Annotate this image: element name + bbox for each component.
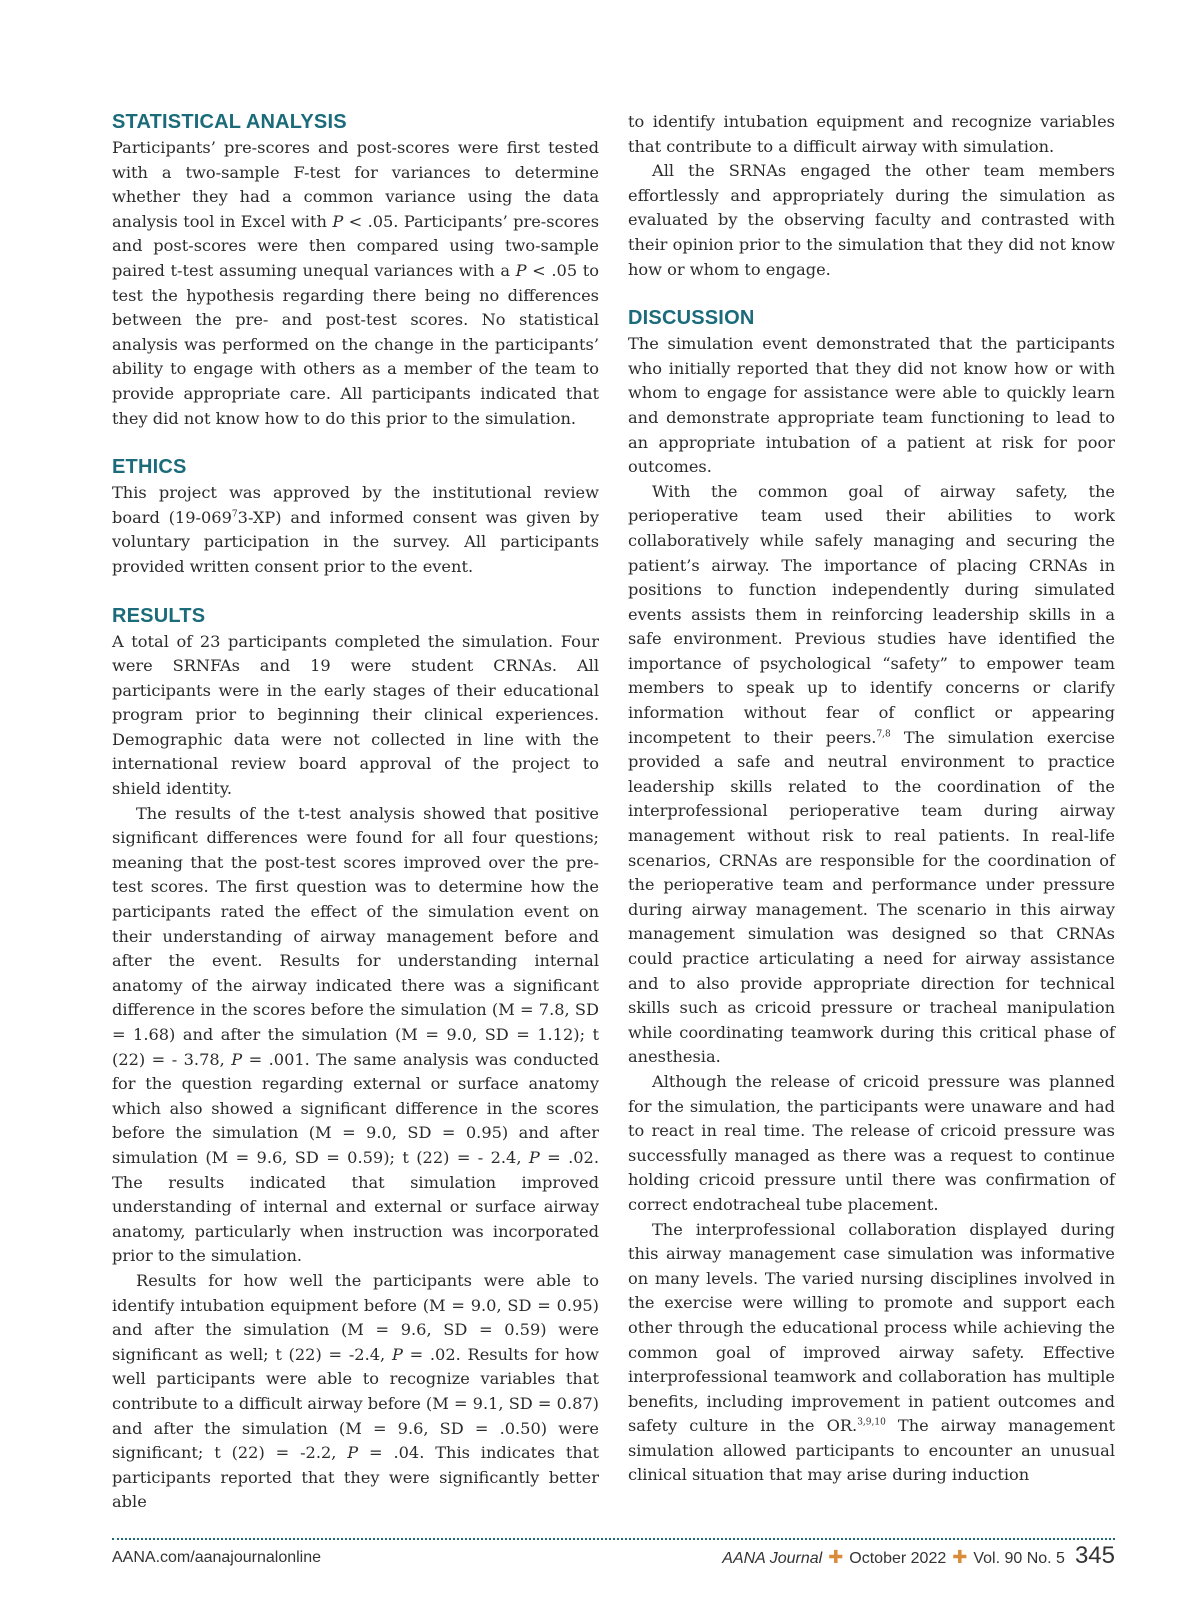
paragraph-discussion-2 [628, 480, 1115, 1070]
footer-website[interactable]: AANA.com/aanajournalonline [112, 1549, 322, 1566]
italic-p: P [332, 211, 344, 231]
section-heading-discussion: DISCUSSION [628, 307, 755, 330]
text-run: Results for how well the participants were able to identify intubation equipment before (M = 9.0, SD = 0.95) and after the simulation (M = 9.6, SD = 0.59) were significant as well; t (22) = -2.4, [112, 1270, 599, 1364]
text-run: 3-XP) and informed consent was given by voluntary participation in the survey. All participants provided written consent prior to the event. [112, 507, 599, 576]
paragraph-results-4: All the SRNAs engaged the other team members effortlessly and appropriately during the simulation as evaluated by the observing faculty and contrasted with their opinion prior to the simulation that they did not know how or whom to engage. [628, 161, 1115, 279]
text-run: The interprofessional collaboration displayed during this airway management case simulation was informative on many levels. The varied nursing disciplines involved in the exercise were willing to promote and support each other through the educational process while achieving the common goal of improved airway safety. Effective interprofessional teamwork and collaboration has multiple benefits, including improvement in patient outcomes and safety culture in the OR. [628, 1219, 1115, 1436]
citation-superscript: 3,9,10 [857, 1417, 886, 1428]
italic-p: P [528, 1147, 540, 1167]
section-heading-statistical-analysis: STATISTICAL ANALYSIS [112, 111, 347, 133]
left-column [112, 110, 599, 1515]
journal-name: AANA Journal [722, 1550, 823, 1567]
paragraph-discussion-3: Although the release of cricoid pressure was planned for the simulation, the participants were unaware and had to react in real time. The release of cricoid pressure was successfully managed as there was a request to continue holding cricoid pressure until there was confirmation of correct endotracheal tube placement. [628, 1071, 1115, 1214]
paragraph-ethics [112, 481, 599, 579]
text-run: This project was approved by the institutional review board (19-069 [112, 483, 599, 527]
text-run: = .02. The results indicated that simulation improved understanding of internal and external or surface airway anatomy, particularly when instruction was incorporated prior to the simulation. [112, 1147, 599, 1266]
text-run: < .05. Participants’ pre-scores and post-scores were then compared using two-sample paired t-test assuming unequal variances with a [112, 211, 600, 280]
text-run: With the common goal of airway safety, the perioperative team used their abilities to work collaboratively while safely managing and securing the patient’s airway. The importance of placing CRNAs in positions to function independently during simulated events assists them in reinforcing leadership skills in a safe environment. Previous studies have identified the importance of psychological “safety” to empower team members to speak up to identify concerns or clarify information without fear of conflict or appearing incompetent to their peers. [628, 481, 1115, 747]
paragraph-discussion-1: The simulation event demonstrated that the participants who initially reported that they did not know how or with whom to engage for assistance were able to quickly learn and demonstrate appropriate team functioning to lead to an appropriate intubation of a patient at risk for poor outcomes. [628, 334, 1115, 477]
right-column [628, 110, 1115, 1488]
text-run: Participants’ pre-scores and post-scores were first tested with a two-sample F-test for variances to determine whether they had a common variance using the data analysis tool in Excel with [112, 138, 599, 231]
text-run: The simulation exercise provided a safe and neutral environment to practice leadership skills related to the coordination of the interprofessional perioperative team during airway management without risk to real patients. In real-life scenarios, CRNAs are responsible for the coordination of the perioperative team and performance under pressure during airway management. The scenario in this airway management simulation was designed so that CRNAs could practice articulating a need for airway assistance and to also provide appropriate direction for technical skills such as cricoid pressure or tracheal manipulation while coordinating teamwork during this critical phase of anesthesia. [628, 727, 1115, 1067]
text-run: = .001. The same analysis was conducted for the question regarding external or surface anatomy which also showed a significant difference in the scores before the simulation (M = 9.0, SD = 0.95) and after simulation (M = 9.6, SD = 0.59); t (22) = - 2.4, [112, 1049, 599, 1167]
issue-date: October 2022 [849, 1550, 947, 1567]
italic-p: P [391, 1344, 403, 1364]
text-run: = .02. Results for how well participants were able to recognize variables that contribute to a difficult airway before (M = 9.1, SD = 0.87) and after the simulation (M = 9.6, SD = .0.50) were significant; t (22) = -2.2, [112, 1344, 599, 1463]
paragraph-results-continued: to identify intubation equipment and recognize variables that contribute to a difficult airway with simulation. [628, 112, 1115, 156]
section-heading-results: RESULTS [112, 604, 206, 627]
paragraph-results-1: A total of 23 participants completed the simulation. Four were SRNFAs and 19 were student CRNAs. All participants were in the early stages of their educational program prior to beginning their clinical experiences. Demographic data were not collected in line with the international review board approval of the project to shield identity. [112, 631, 599, 799]
section-heading-ethics: ETHICS [112, 456, 187, 479]
text-run: The results of the t-test analysis showed that positive significant differences were found for all four questions; meaning that the post-test scores improved over the pre-test scores. The first question was to determine how the participants rated the effect of the simulation event on their understanding of airway management before and after the event. Results for understanding internal anatomy of the airway indicated there was a significant difference in the scores before the simulation (M = 7.8, SD = 1.68) and after the simulation (M = 9.0, SD = 1.12); t (22) = - 3.78, [112, 803, 599, 1069]
citation-superscript: 7,8 [876, 729, 891, 740]
page-number: 345 [1074, 1542, 1115, 1569]
italic-p: P [347, 1443, 359, 1463]
text-run: The airway management simulation allowed participants to encounter an unusual clinical situation that may arise during induction [628, 1416, 1115, 1485]
text-run: = .04. This indicates that participants reported that they were significantly better able [112, 1443, 599, 1512]
italic-p: P [515, 260, 527, 280]
volume-issue: Vol. 90 No. 5 [973, 1550, 1065, 1567]
paragraph-results-2 [112, 802, 599, 1269]
plus-icon: ✚ [952, 1547, 968, 1567]
footer-divider [112, 1538, 1115, 1540]
footer-citation [722, 1542, 1115, 1570]
italic-p: P [231, 1049, 243, 1069]
paragraph-discussion-4 [628, 1218, 1115, 1489]
plus-icon: ✚ [828, 1547, 844, 1567]
text-run: < .05 to test the hypothesis regarding there being no differences between the pre- and post-test scores. No statistical analysis was performed on the change in the participants’ ability to engage with others as a member of the team to provide appropriate care. All participants indicated that they did not know how to do this prior to the simulation. [112, 260, 600, 428]
citation-superscript: 7 [231, 509, 238, 520]
paragraph-statistical-analysis [112, 136, 599, 431]
paragraph-results-3 [112, 1269, 599, 1515]
